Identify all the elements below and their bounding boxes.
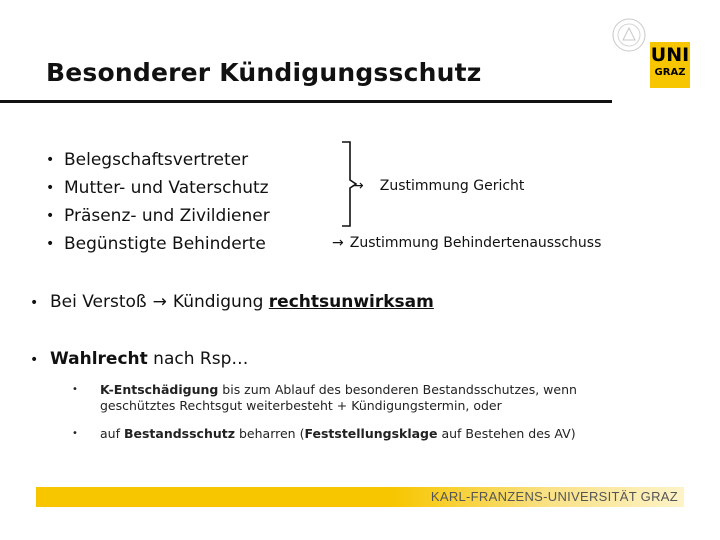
arrow-right-icon: →	[352, 178, 364, 194]
election-bullet: • Wahlrecht nach Rsp…	[30, 349, 249, 369]
protected-groups-list	[46, 146, 270, 258]
violation-prefix: Bei Verstoß	[50, 292, 147, 312]
logo-main-text: UNI	[650, 44, 690, 66]
logo-sub-text: GRAZ	[654, 67, 686, 78]
list-item: • Belegschaftsvertreter	[46, 146, 270, 174]
arrow-right-icon: →	[152, 292, 167, 312]
violation-middle: Kündigung	[172, 292, 264, 312]
option-strong: Feststellungsklage	[304, 426, 438, 441]
note-text: Zustimmung Gericht	[379, 178, 525, 194]
list-item: • Mutter- und Vaterschutz	[46, 174, 270, 202]
slide-title: Besonderer Kündigungsschutz	[46, 58, 482, 87]
election-rest: nach Rsp…	[147, 349, 249, 369]
list-item: • Begünstigte Behinderte	[46, 230, 270, 258]
uni-graz-logo	[650, 42, 690, 88]
option-continued-employment: • auf Bestandsschutz beharren (Feststellungsklage auf Bestehen des AV)	[72, 426, 576, 441]
disability-consent-note	[332, 235, 601, 251]
note-text: Zustimmung Behindertenausschuss	[349, 235, 602, 251]
footer-bar	[36, 487, 684, 507]
option-compensation: • K-Entschädigung bis zum Ablauf des besonderen Bestandsschutzes, wenn geschütztes Rechtsgut weiterbesteht + Kündigungstermin, oder	[72, 382, 577, 413]
list-item: • Präsenz- und Zivildiener	[46, 202, 270, 230]
footer-university-name: KARL-FRANZENS-UNIVERSITÄT GRAZ	[430, 489, 678, 504]
election-strong: Wahlrecht	[50, 349, 148, 369]
option-text: bis zum Ablauf des besonderen Bestandsschutzes, wenn geschütztes Rechtsgut weiterbesteht + Kündigungstermin, oder	[100, 382, 577, 413]
option-strong: Bestandsschutz	[123, 426, 236, 441]
title-underline	[0, 100, 612, 103]
violation-emphasis: rechtsunwirksam	[268, 292, 434, 312]
university-seal-icon	[612, 18, 646, 52]
violation-bullet: • Bei Verstoß → Kündigung rechtsunwirksam	[30, 292, 434, 312]
option-strong: K-Entschädigung	[100, 382, 219, 397]
arrow-right-icon: →	[332, 235, 344, 251]
court-consent-note	[352, 178, 524, 194]
